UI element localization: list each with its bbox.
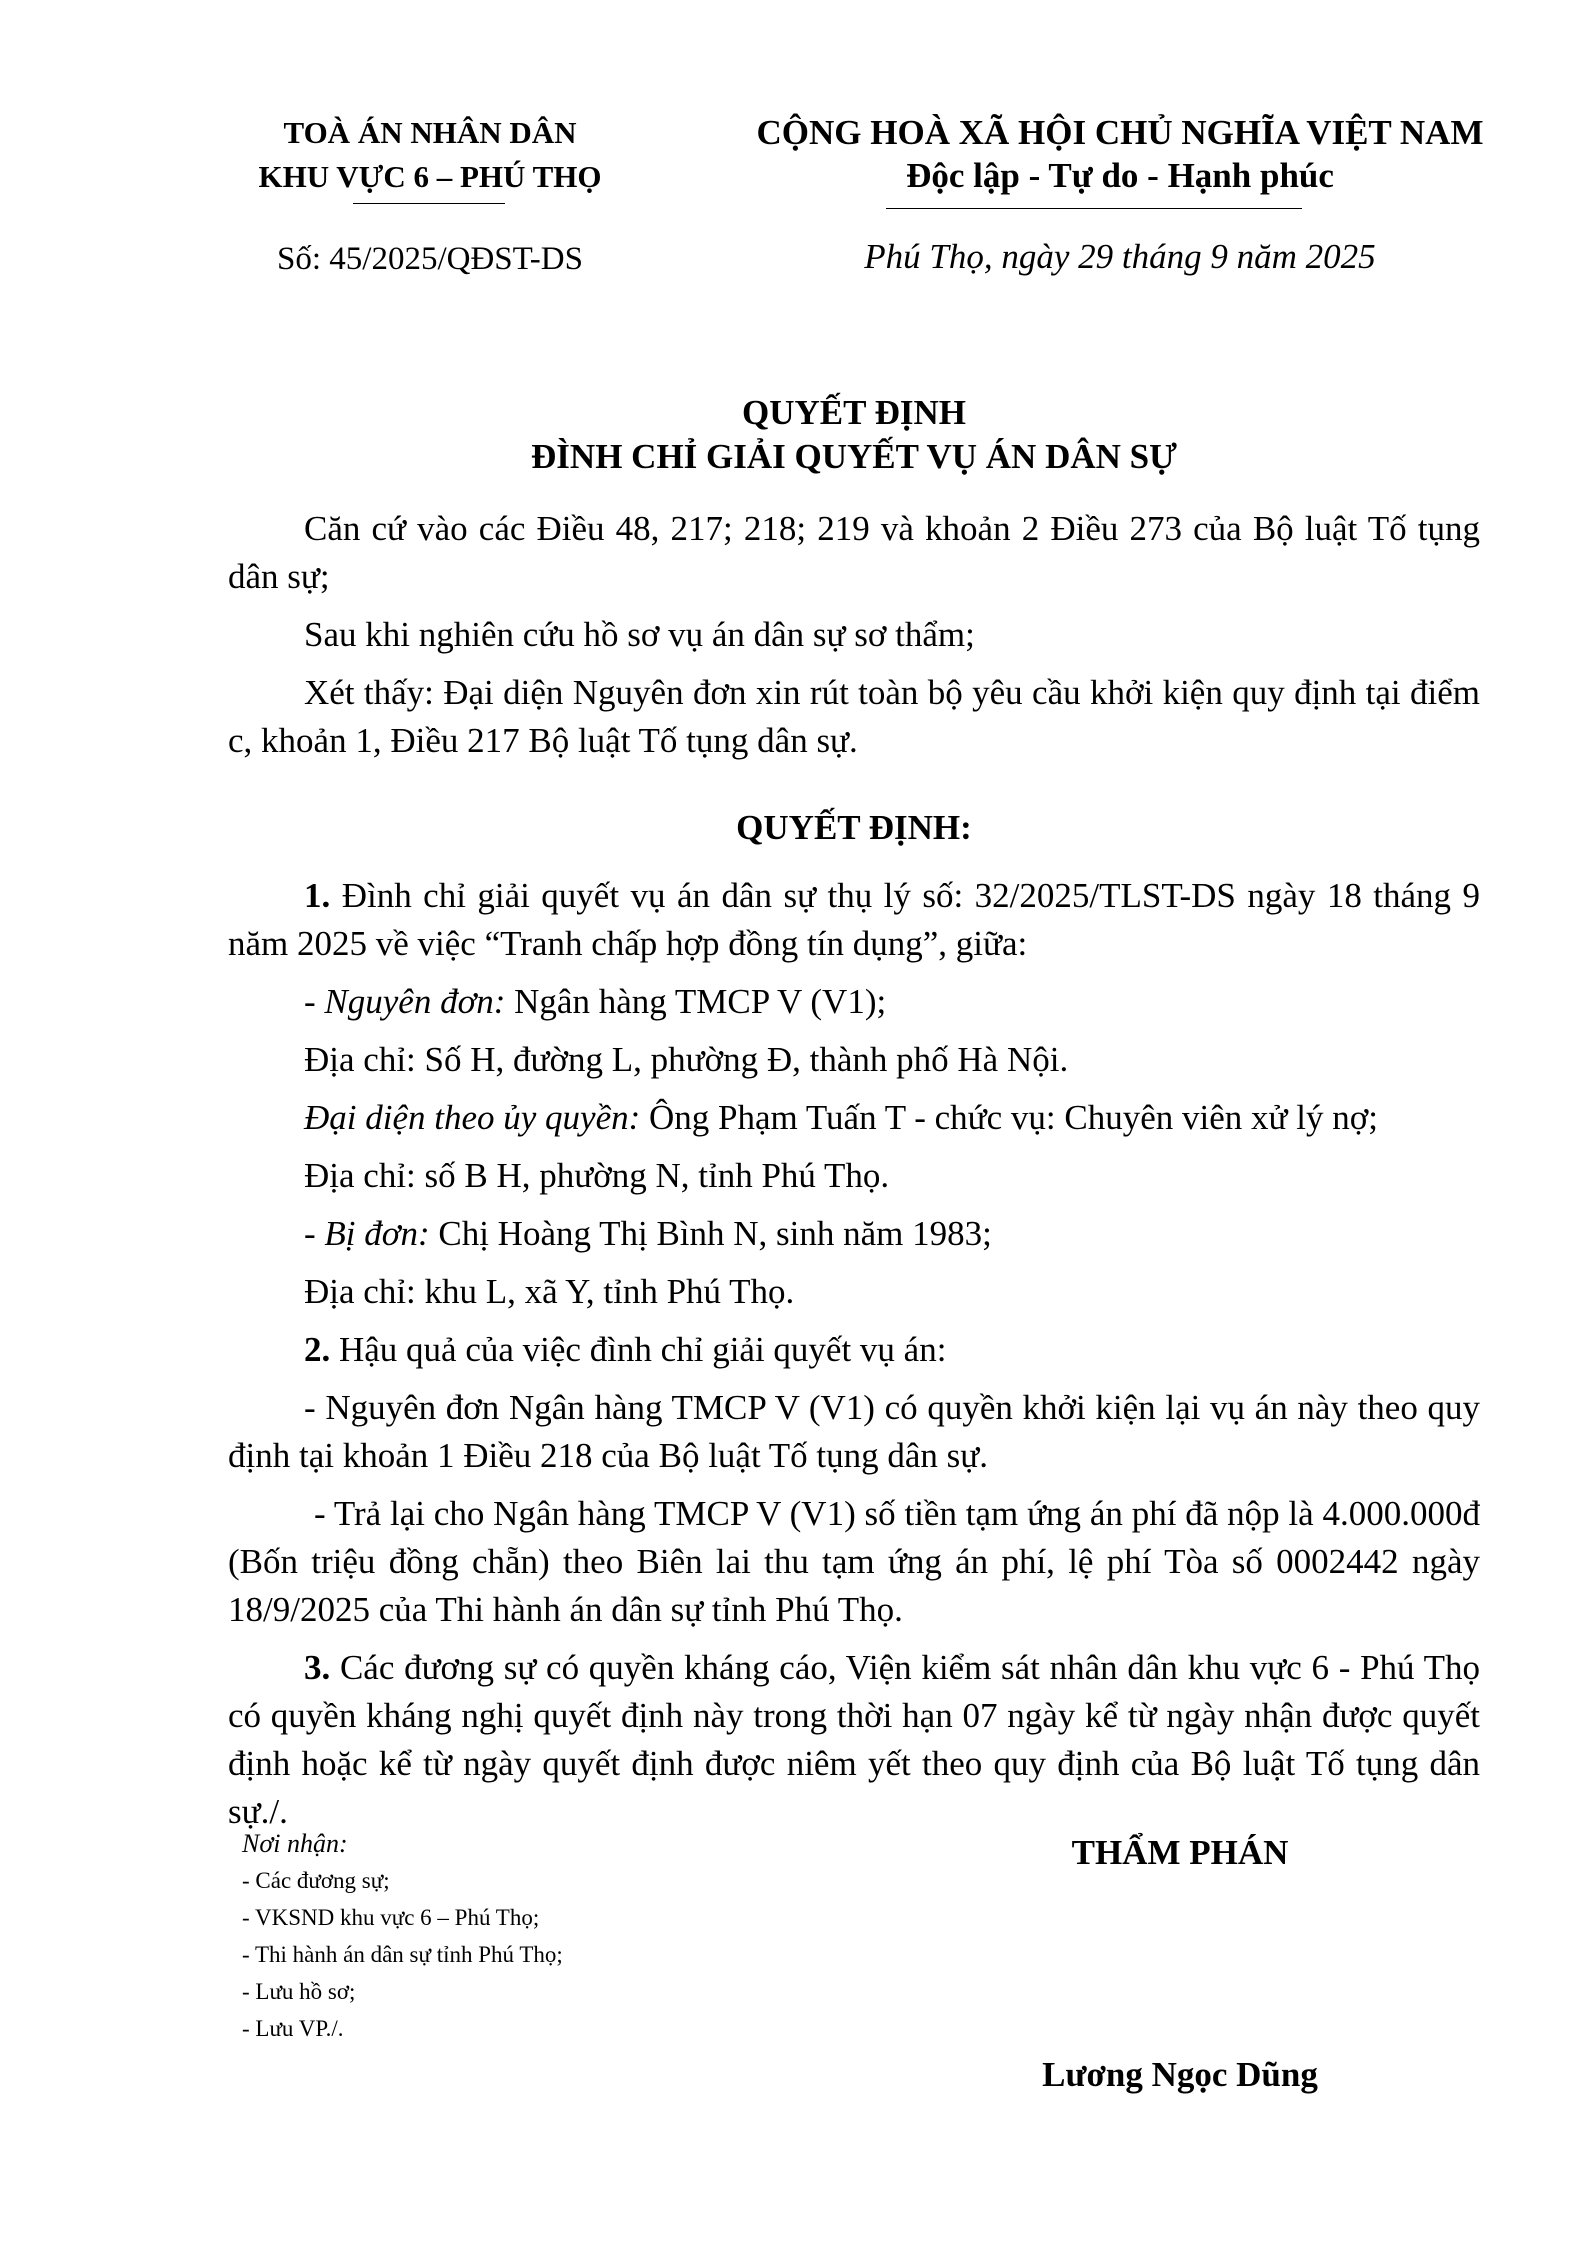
national-title: CỘNG HOÀ XÃ HỘI CHỦ NGHĨA VIỆT NAM	[756, 113, 1484, 152]
document-title: QUYẾT ĐỊNH	[742, 393, 966, 432]
representative	[228, 1094, 1480, 1142]
plaintiff	[228, 978, 1480, 1026]
preamble-basis: Căn cứ vào các Điều 48, 217; 218; 219 và khoản 2 Điều 273 của Bộ luật Tố tụng dân sự;	[228, 509, 1480, 596]
national-motto: Độc lập - Tự do - Hạnh phúc	[906, 156, 1334, 195]
signer-title: THẨM PHÁN	[1071, 1833, 1289, 1872]
national-motto-underline	[886, 208, 1302, 209]
item-3	[228, 1644, 1480, 1836]
plaintiff-label: - Nguyên đơn:	[304, 982, 506, 1021]
preamble	[228, 505, 1480, 765]
defendant	[228, 1210, 1480, 1258]
item-2	[228, 1326, 1480, 1374]
signer-name: Lương Ngọc Dũng	[1042, 2055, 1318, 2094]
preamble-review: Sau khi nghiên cứu hồ sơ vụ án dân sự sơ thẩm;	[304, 615, 975, 654]
item-2-text: Hậu quả của việc đình chỉ giải quyết vụ án:	[330, 1330, 947, 1369]
recipient-item: - Các đương sự;	[242, 1868, 390, 1893]
defendant-label: - Bị đơn:	[304, 1214, 430, 1253]
recipients-block	[242, 1825, 563, 2047]
item-3-number: 3.	[304, 1648, 331, 1687]
court-name-line2: KHU VỰC 6 – PHÚ THỌ	[258, 159, 602, 194]
recipients-label: Nơi nhận:	[242, 1829, 348, 1858]
defendant-address: Địa chỉ: khu L, xã Y, tỉnh Phú Thọ.	[304, 1272, 795, 1311]
representative-address: Địa chỉ: số B H, phường N, tỉnh Phú Thọ.	[304, 1156, 890, 1195]
item-1	[228, 872, 1480, 968]
recipient-item: - VKSND khu vực 6 – Phú Thọ;	[242, 1905, 540, 1930]
plaintiff-value: Ngân hàng TMCP V (V1);	[505, 982, 887, 1021]
recipient-item: - Lưu VP./.	[242, 2016, 344, 2041]
place-and-date: Phú Thọ, ngày 29 tháng 9 năm 2025	[864, 237, 1376, 276]
item-2-consequence-2: - Trả lại cho Ngân hàng TMCP V (V1) số tiền tạm ứng án phí đã nộp là 4.000.000đ (Bốn triệu đồng chẵn) theo Biên lai thu tạm ứng án phí, lệ phí Tòa số 0002442 ngày 18/9/2025 của Thi hành án dân sự tỉnh Phú Thọ.	[228, 1494, 1480, 1629]
court-name-line1: TOÀ ÁN NHÂN DÂN	[283, 115, 577, 150]
item-2-consequence-1: - Nguyên đơn Ngân hàng TMCP V (V1) có quyền khởi kiện lại vụ án này theo quy định tại khoản 1 Điều 218 của Bộ luật Tố tụng dân sự.	[228, 1388, 1480, 1475]
court-name-underline	[353, 203, 505, 204]
item-1-number: 1.	[304, 876, 331, 915]
recipient-item: - Thi hành án dân sự tỉnh Phú Thọ;	[242, 1942, 563, 1967]
defendant-value: Chị Hoàng Thị Bình N, sinh năm 1983;	[429, 1214, 992, 1253]
item-1-text: Đình chỉ giải quyết vụ án dân sự thụ lý số: 32/2025/TLST-DS ngày 18 tháng 9 năm 2025 về việc “Tranh chấp hợp đồng tín dụng”, giữa:	[228, 876, 1480, 963]
item-3-text: Các đương sự có quyền kháng cáo, Viện kiểm sát nhân dân khu vực 6 - Phú Thọ có quyền kháng nghị quyết định này trong thời hạn 07 ngày kể từ ngày nhận được quyết định hoặc kể từ ngày quyết định được niêm yết theo quy định của Bộ luật Tố tụng dân sự./.	[228, 1648, 1480, 1831]
representative-label: Đại diện theo ủy quyền:	[304, 1098, 641, 1137]
plaintiff-address: Địa chỉ: Số H, đường L, phường Đ, thành phố Hà Nội.	[304, 1040, 1069, 1079]
recipient-item: - Lưu hồ sơ;	[242, 1979, 356, 2004]
item-2-number: 2.	[304, 1330, 331, 1369]
document-number: Số: 45/2025/QĐST-DS	[277, 241, 583, 277]
document-subtitle: ĐÌNH CHỈ GIẢI QUYẾT VỤ ÁN DÂN SỰ	[531, 437, 1177, 476]
representative-value: Ông Phạm Tuấn T - chức vụ: Chuyên viên xử lý nợ;	[640, 1098, 1378, 1137]
preamble-consideration: Xét thấy: Đại diện Nguyên đơn xin rút toàn bộ yêu cầu khởi kiện quy định tại điểm c, khoản 1, Điều 217 Bộ luật Tố tụng dân sự.	[228, 673, 1480, 760]
decision-body	[228, 872, 1480, 1836]
decision-heading: QUYẾT ĐỊNH:	[736, 808, 972, 847]
